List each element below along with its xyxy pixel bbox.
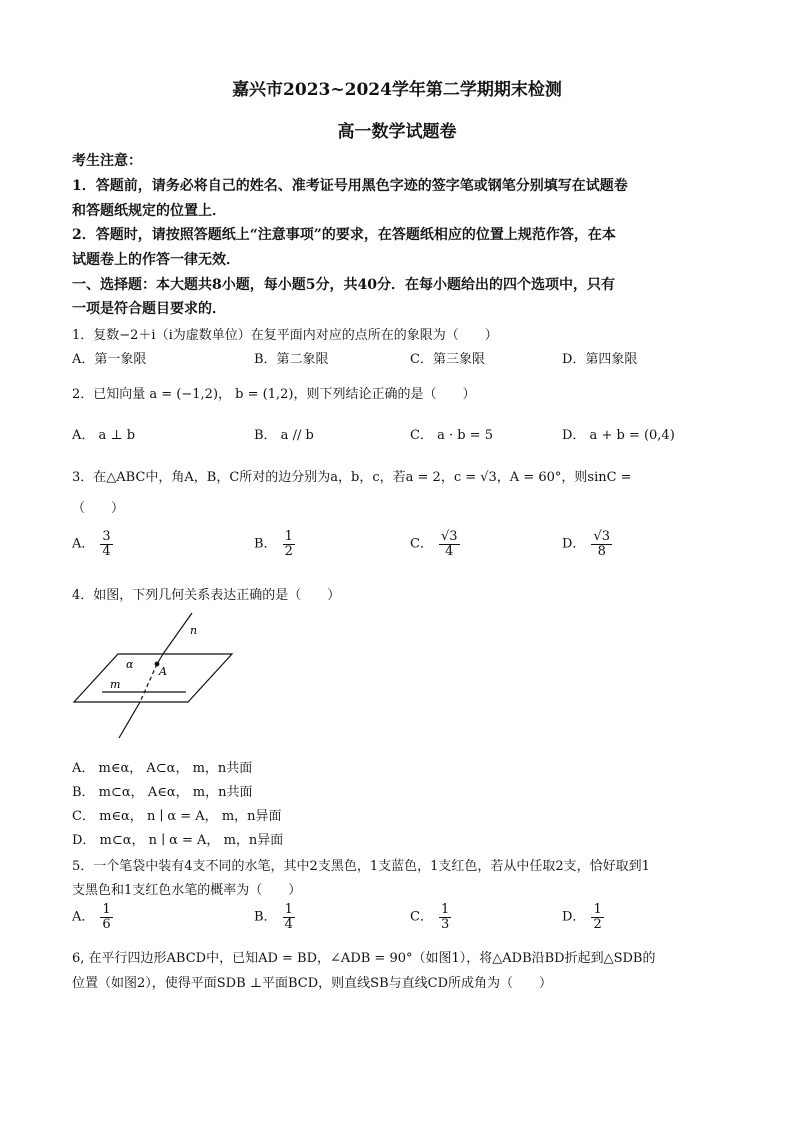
notice-item1-line2: 和答题纸规定的位置上． [72, 203, 226, 219]
q1-option-c: C．第三象限 [410, 352, 485, 367]
q3-option-c [410, 530, 460, 558]
q3-option-d-den: 8 [597, 543, 606, 559]
line-n-upper [163, 613, 192, 654]
q3-option-a [72, 530, 113, 558]
q3-option-a-den: 4 [102, 543, 111, 559]
q5-option-a-label: A． [72, 909, 95, 925]
q3-option-b-label: B． [254, 536, 277, 552]
q2-option-d: D． a + b = (0,4) [562, 428, 675, 443]
q5-option-b-den: 4 [284, 916, 293, 932]
label-a: A [159, 665, 167, 678]
label-alpha: α [126, 658, 134, 671]
q3-option-a-num: 3 [102, 529, 111, 544]
q5-option-a-den: 6 [102, 916, 111, 932]
line-n-lower [119, 702, 140, 738]
section1-line2: 一项是符合题目要求的． [72, 301, 226, 317]
q5-option-d [562, 903, 604, 931]
q3-option-c-label: C． [410, 536, 433, 552]
q1-option-b: B．第二象限 [254, 352, 329, 367]
q5-option-c [410, 903, 451, 931]
q5-option-b [254, 903, 295, 931]
q5-option-c-label: C． [410, 909, 433, 925]
page-subtitle: 高一数学试题卷 [337, 122, 457, 142]
q4-option-b: B． m⊂α， A∈α， m，n共面 [72, 785, 253, 800]
q5-option-d-num: 1 [593, 902, 602, 917]
q3-option-b [254, 530, 295, 558]
q3-option-a-label: A． [72, 536, 95, 552]
q5-option-b-label: B． [254, 909, 277, 925]
notice-item1-line1: 1．答题前，请务必将自己的姓名、准考证号用黑色字迹的签字笔或钢笔分别填写在试题卷 [72, 178, 628, 194]
q2-option-a: A． a ⊥ b [72, 428, 136, 443]
q3-stem-line1: 3．在△ABC中，角A，B，C所对的边分别为a，b，c，若a = 2，c = √3，A = 60°，则sinC = [72, 470, 632, 485]
label-m: m [110, 678, 121, 691]
q5-option-d-den: 2 [593, 916, 602, 932]
q3-option-c-num: √3 [440, 529, 458, 544]
q4-option-a: A． m∈α， A⊂α， m，n共面 [72, 761, 253, 776]
q5-stem-line2: 支黑色和1支红色水笔的概率为（ ） [72, 883, 302, 898]
q6-stem-line2: 位置（如图2），使得平面SDB ⊥平面BCD，则直线SB与直线CD所成角为（ ） [72, 976, 553, 991]
q3-option-b-num: 1 [284, 529, 293, 544]
notice-heading: 考生注意： [72, 153, 142, 169]
plane-alpha-outline [74, 654, 232, 702]
q5-option-b-num: 1 [284, 902, 293, 917]
q3-option-d-label: D． [562, 536, 586, 552]
q4-option-c: C． m∈α， n ∣ α = A， m，n异面 [72, 809, 282, 824]
notice-item2-line1: 2．答题时，请按照答题纸上“注意事项”的要求，在答题纸相应的位置上规范作答，在本 [72, 227, 616, 243]
q4-stem: 4．如图，下列几何关系表达正确的是（ ） [72, 588, 341, 603]
q4-option-d: D． m⊂α， n ∣ α = A， m，n异面 [72, 833, 284, 848]
q5-option-a [72, 903, 113, 931]
q5-option-d-label: D． [562, 909, 586, 925]
label-n: n [190, 624, 198, 637]
notice-item2-line2: 试题卷上的作答一律无效． [72, 252, 240, 268]
q3-option-b-den: 2 [284, 543, 293, 559]
q1-option-a: A．第一象限 [72, 352, 147, 367]
q1-option-d: D．第四象限 [562, 352, 638, 367]
q3-option-d [562, 530, 612, 558]
q3-option-c-den: 4 [445, 543, 454, 559]
q4-plane-figure [72, 608, 242, 743]
q3-stem-line2: （ ） [72, 501, 125, 516]
q5-option-c-num: 1 [440, 902, 450, 917]
line-n-hidden [140, 664, 157, 702]
q3-option-d-num: √3 [593, 529, 610, 544]
q5-stem-line1: 5．一个笔袋中装有4支不同的水笔，其中2支黑色，1支蓝色，1支红色，若从中任取2支，恰好取到1 [72, 859, 650, 874]
q5-option-c-den: 3 [440, 916, 450, 932]
q6-stem-line1: 6, 在平行四边形ABCD中，已知AD = BD，∠ADB = 90°（如图1），将△ADB沿BD折起到△SDB的 [72, 951, 656, 966]
section1-line1: 一、选择题：本大题共8小题，每小题5分，共40分．在每小题给出的四个选项中，只有 [72, 277, 615, 293]
q5-option-a-num: 1 [102, 902, 111, 917]
page-title: 嘉兴市2023~2024学年第二学期期末检测 [232, 80, 562, 100]
q2-option-c: C． a · b = 5 [410, 428, 493, 443]
q2-option-b: B． a // b [254, 428, 314, 443]
q2-stem: 2．已知向量 a = (−1,2)， b = (1,2)，则下列结论正确的是（ ） [72, 387, 476, 402]
q1-stem: 1．复数−2＋i（i为虚数单位）在复平面内对应的点所在的象限为（ ） [72, 328, 498, 343]
